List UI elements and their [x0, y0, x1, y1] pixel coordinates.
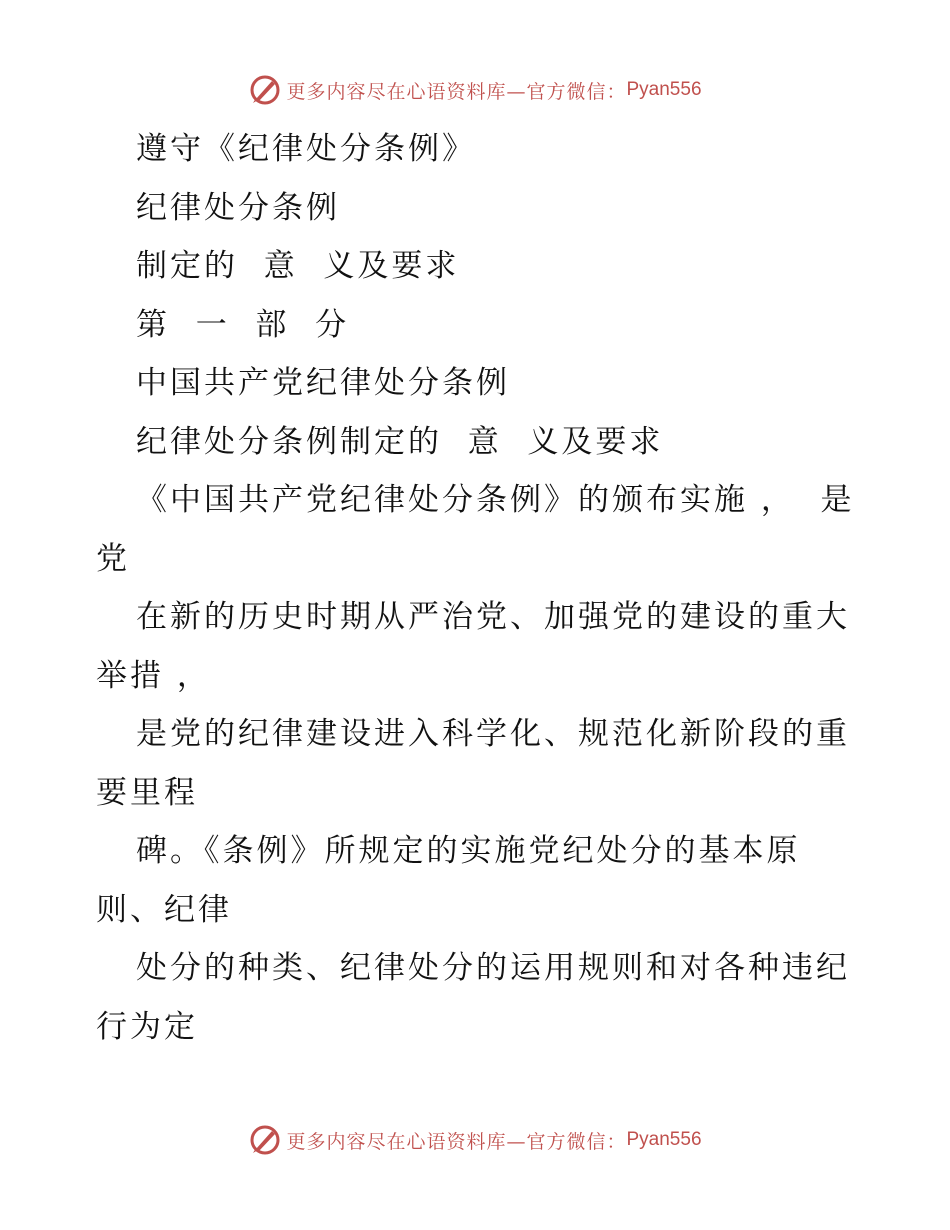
text-line: 第 一 部 分: [136, 306, 350, 343]
pen-logo-icon: [248, 1123, 282, 1157]
text-line: 制定的 意 义及要求: [136, 248, 460, 284]
text-line: 碑。《条例》所规定的实施党纪处分的基本原: [136, 833, 801, 869]
watermark-text: 更多内容尽在心语资料库—官方微信：: [286, 1130, 627, 1153]
text-line: 中国共产党纪律处分条例: [136, 365, 510, 401]
text-line: 是党的纪律建设进入科学化、规范化新阶段的重: [136, 716, 850, 752]
pen-logo-icon: [248, 73, 282, 107]
footer-watermark: [0, 1118, 950, 1162]
text-line: 党: [96, 540, 130, 577]
watermark-wechat: Pyan556: [626, 1129, 702, 1150]
text-line: 遵守《纪律处分条例》: [136, 131, 476, 167]
text-line: 在新的历史时期从严治党、加强党的建设的重大: [136, 599, 850, 635]
watermark-text: 更多内容尽在心语资料库—官方微信：: [286, 80, 627, 103]
watermark-wechat: Pyan556: [626, 79, 702, 100]
document-body: [96, 120, 856, 1056]
text-line: 则、纪律: [96, 891, 232, 928]
text-line: 处分的种类、纪律处分的运用规则和对各种违纪: [136, 950, 850, 986]
text-line: 纪律处分条例: [136, 189, 340, 226]
header-watermark: [0, 68, 950, 112]
text-line: 举措 ，: [96, 657, 211, 694]
text-line: 《中国共产党纪律处分条例》的颁布实施 ， 是: [136, 482, 855, 518]
text-line: 要里程: [96, 774, 198, 811]
text-line: 行为定: [96, 1008, 198, 1045]
text-line: 纪律处分条例制定的 意 义及要求: [136, 423, 664, 460]
